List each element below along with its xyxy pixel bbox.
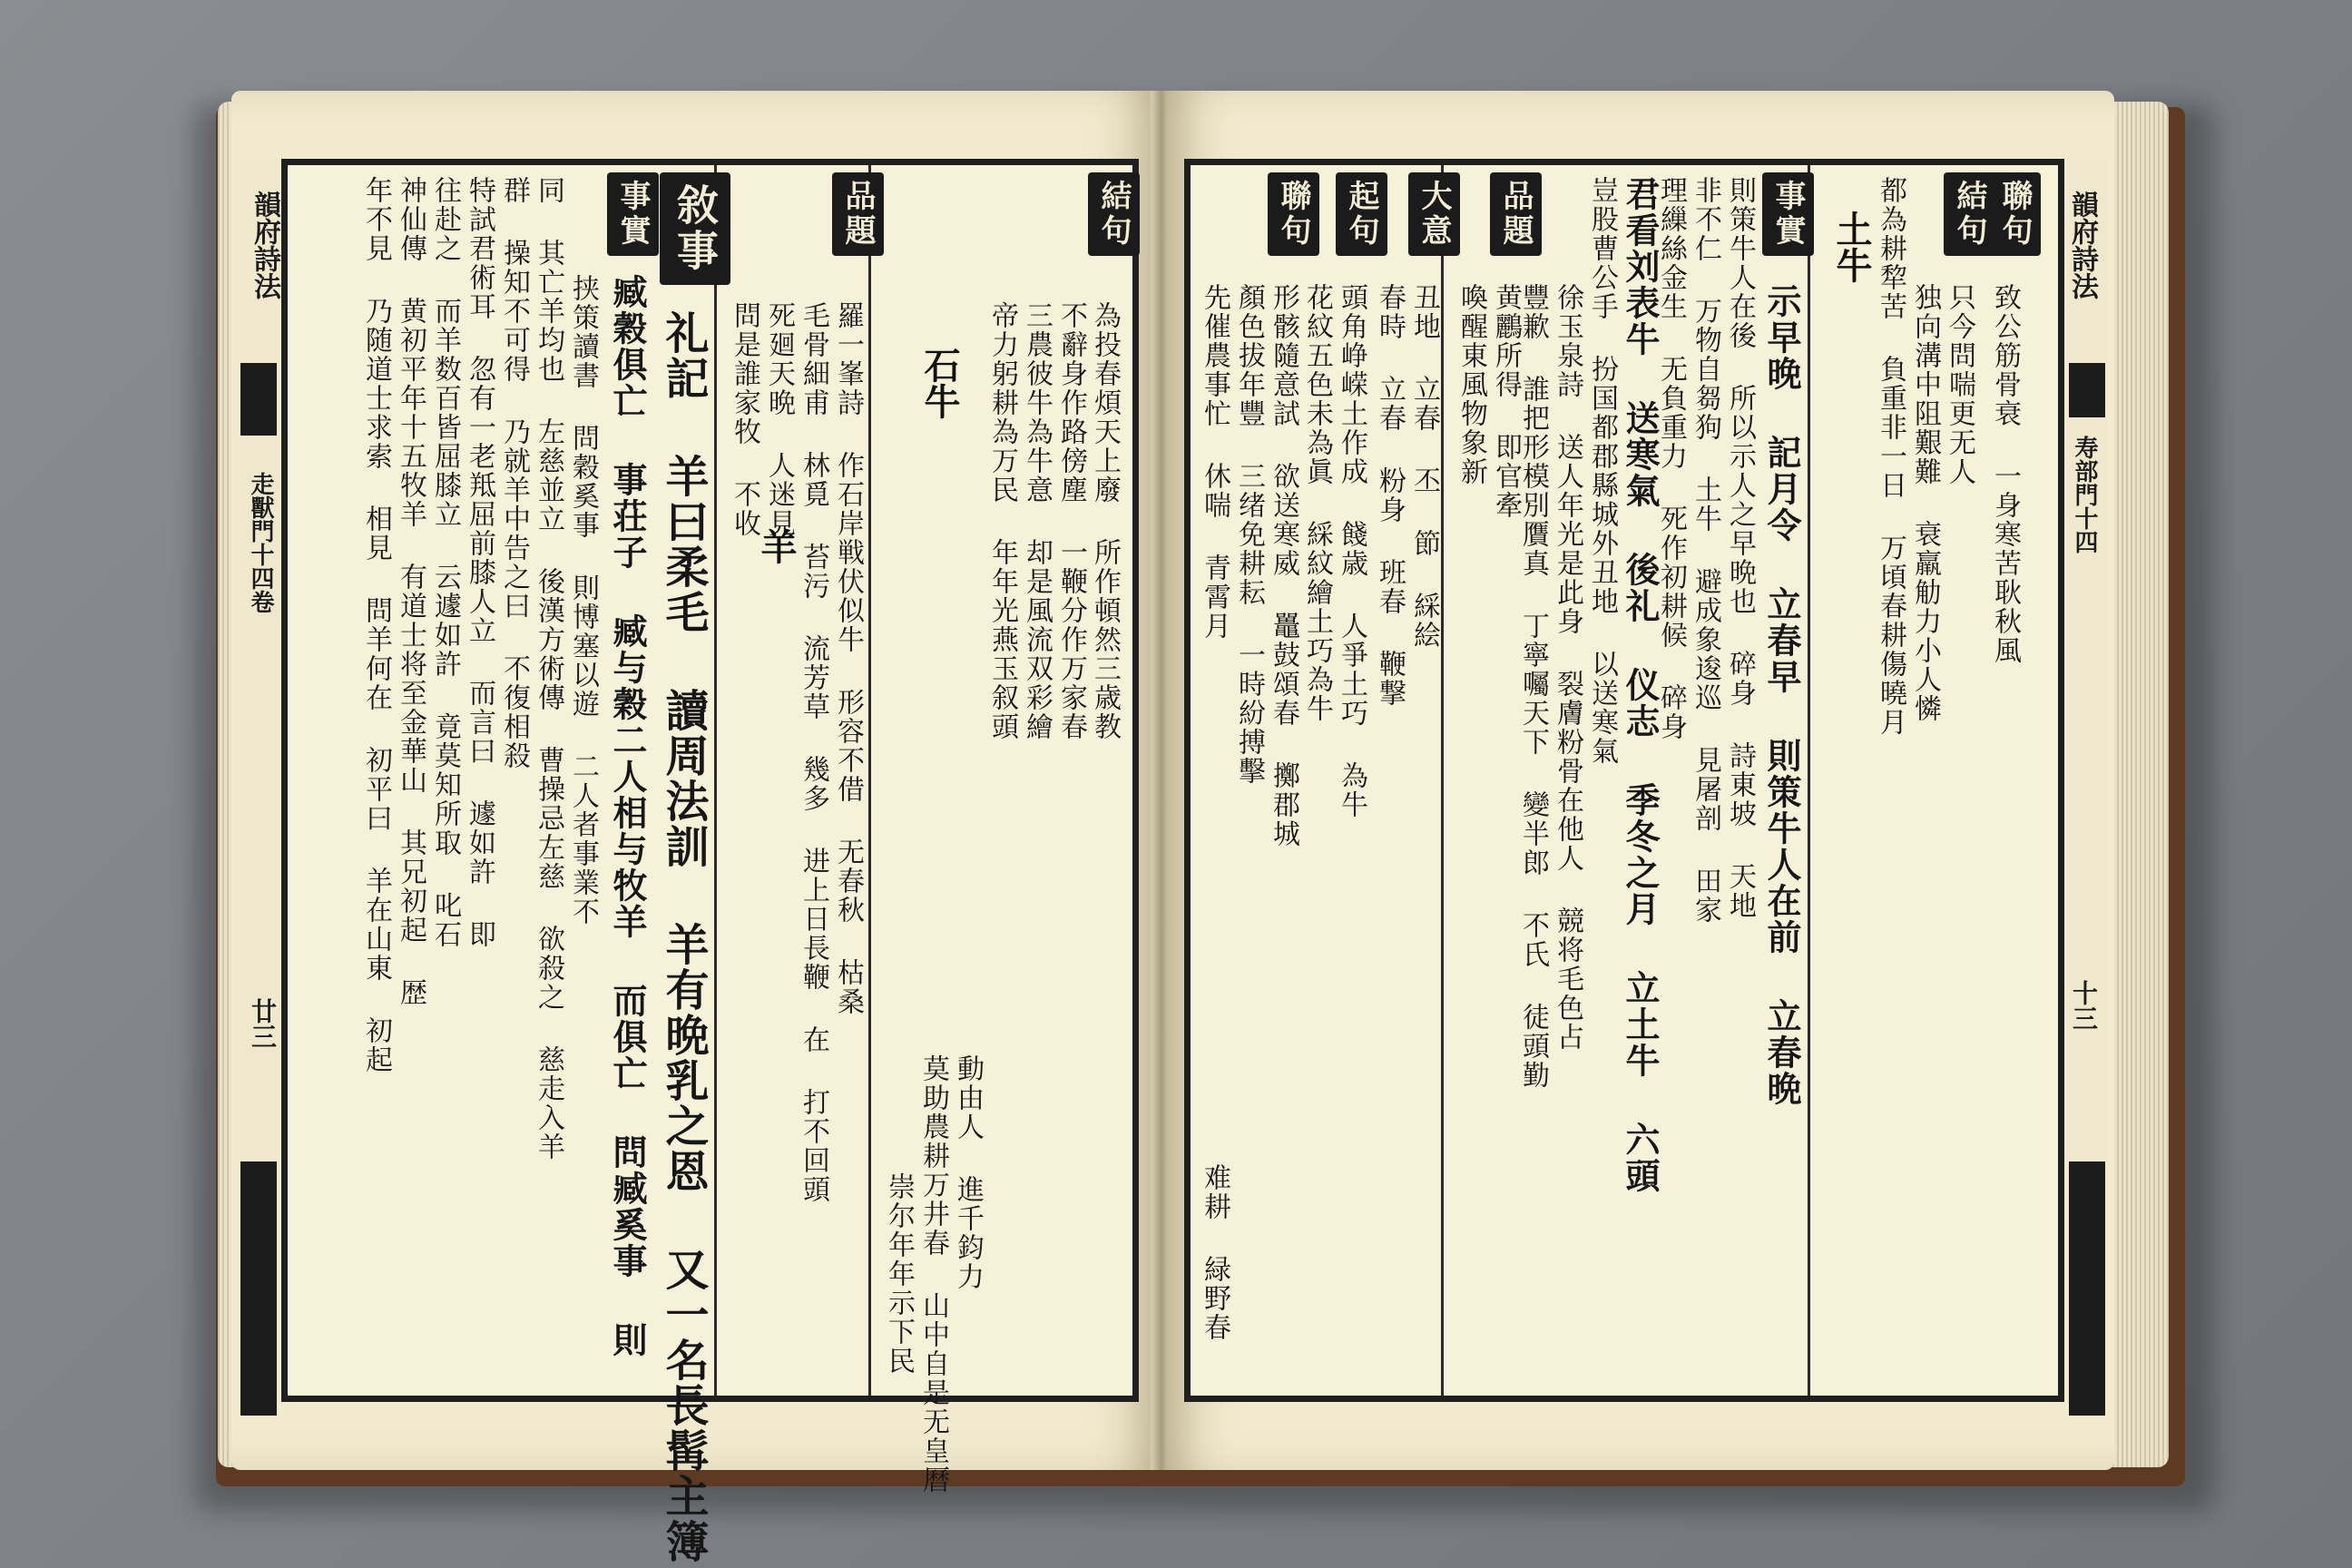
right-page-number: 十三: [2069, 980, 2099, 1031]
text-column: 莫助農耕万井春 山中自是无皇曆: [917, 1054, 949, 1494]
text-column: 难耕 緑野春: [1199, 1163, 1230, 1342]
left-margin-title: 韻府詩法: [249, 191, 280, 299]
text-column: 春時 立春 粉身 班春 鞭撃: [1374, 283, 1406, 708]
left-fishtail-top: [240, 363, 277, 436]
right-text-frame: [1184, 159, 2064, 1402]
heading-qiju-right: 起句: [1336, 172, 1387, 256]
text-column: 顏色拔年豐 三绪免耕耘 一時紛搏擊: [1233, 283, 1265, 786]
text-column: 非不仁 万物自芻狗 土牛 避成象逡巡 見屠剖 田家: [1690, 176, 1721, 925]
section-title-shiniu: 石牛: [918, 347, 961, 419]
heading-xushi-left: 敘事: [660, 172, 730, 285]
text-column: 不辭身作路傍塵 一鞭分作万家春: [1055, 301, 1087, 741]
column-rule: [1808, 165, 1810, 1396]
left-margin-subtitle: 走獸門十四卷: [247, 472, 274, 613]
text-column: 動由人 進千鈞力: [952, 1054, 984, 1291]
heading-shishi-left: 事實: [607, 172, 659, 256]
text-column: 示早晚 記月令 立春早 則策牛人在前 立春晩: [1761, 283, 1802, 1107]
heading-dayi-right: 大意: [1408, 172, 1460, 256]
text-column: 只今問喘更无人: [1944, 283, 1975, 486]
heading-pinti-right: 品題: [1490, 172, 1542, 256]
text-column: 挟策讀書 問穀奚事 則博塞以遊 二人者事業不: [567, 274, 599, 926]
text-column: 神仙傳 黄初平年十五牧羊 有道士将至金華山 其兄初起 歴: [395, 176, 426, 1007]
text-column: 豐歉 誰把形模別贋真 丁寧囑天下 變半郎 不氏 徒頭勤: [1517, 283, 1549, 1090]
text-column: 徐玉泉詩 送人年光是此身 裂膚粉骨在他人 競将毛色占: [1552, 283, 1583, 1052]
heading-lianju-right: 聯句: [1989, 172, 2041, 256]
text-column: 形骸隨意試 欲送寒威 鼉鼓頌春 擲郡城: [1268, 283, 1299, 848]
right-page: [1166, 91, 2114, 1470]
text-column: 往赴之 而羊数百皆屈膝立 云遽如許 竟莫知所取 叱石: [429, 176, 461, 949]
right-margin-subtitle: 寿部門十四: [2071, 436, 2098, 554]
text-column: 喚醒東風物象新: [1455, 283, 1487, 486]
text-column: 黄鸝所得 即官牽: [1490, 283, 1522, 520]
heading-jiju-right: 結句: [1944, 172, 1995, 256]
text-column: 理繅絲金生 无負重力 死作初耕候 碎身: [1655, 176, 1687, 741]
column-rule: [868, 165, 871, 1396]
text-column: 帝力躬耕為万民 年年光燕玉叙頭: [986, 301, 1018, 741]
column-rule: [714, 165, 717, 1396]
text-column: 頭角峥嵘土作成 餞歳 人爭土巧 為牛: [1336, 283, 1367, 819]
text-column: 問是誰家牧 不收: [729, 301, 760, 538]
left-text-frame: [281, 159, 1139, 1564]
heading-jiju-left: 結句: [1088, 172, 1140, 256]
text-column: 丑地 立春 丕 節 綵絵: [1408, 283, 1440, 650]
heading-shishi-right: 事實: [1762, 172, 1814, 256]
right-fishtail-bottom: [2069, 1161, 2105, 1416]
text-column: 年不見 乃随道士求索 相見 問羊何在 初平曰 羊在山東 初起: [360, 176, 392, 1074]
section-title-tuniu: 土牛: [1830, 211, 1873, 283]
text-column: 死廻天晩 人迷見: [763, 301, 795, 538]
text-column: 群 操知不可得 乃就羊中告之曰 不復相殺: [498, 176, 530, 770]
text-column: 礼記 羊曰柔毛 讀周法訓 羊有晩乳之恩 又一名長髯主簿: [658, 310, 709, 1564]
heading-lianju2-right: 聯句: [1268, 172, 1319, 256]
text-column: 花紋五色未為眞 綵紋繪土巧為牛: [1301, 283, 1333, 723]
text-column: 特試君術耳 忽有一老羝屈前膝人立 而言曰 遽如許 即: [464, 176, 495, 949]
left-page-number: 廿三: [248, 998, 278, 1049]
left-fishtail-bottom: [240, 1161, 277, 1416]
text-column: 先催農事忙 休喘 青霄月: [1199, 283, 1230, 641]
text-column: 崇尔年年示下民: [883, 1172, 915, 1376]
text-column: 三農彼牛為牛意 却是風流双彩繪: [1021, 301, 1053, 741]
left-page: [231, 91, 1157, 1564]
heading-pinti-left: 品題: [832, 172, 884, 256]
right-fishtail-top: [2069, 363, 2105, 417]
text-column: 毛骨細甫 林覓 苔污 流芳草 幾多 进上日長鞭 在 打不回頭: [798, 301, 829, 1204]
text-column: 致公筋骨衰 一身寒苦耿秋風: [1989, 283, 2021, 665]
text-column: 同 其亡羊均也 左慈並立 後漢方術傳 曹操忌左慈 欲殺之 慈走入羊: [533, 176, 564, 1161]
text-column: 臧穀俱亡 事荘子 臧与穀二人相与牧羊 而俱亡 問臧奚事 則: [607, 274, 648, 1358]
text-column: 羅一峯詩 作石岸戦伏似牛 形容不借 无春秋 枯桑: [832, 301, 864, 1016]
text-column: 君看刘表牛 送寒氣 後礼 仪志 季冬之月 立土牛 六頭: [1620, 176, 1661, 1194]
text-column: 為投春煩天上廢 所作頓然三歳教: [1089, 301, 1121, 741]
section-title-yang: 羊: [755, 528, 798, 564]
text-column: 則策牛人在後 所以示人之早晩也 碎身 詩東坡 天地: [1724, 176, 1756, 920]
text-column: 豈股曹公手 扮国都郡縣城外丑地 以送寒氣: [1586, 176, 1618, 766]
right-margin-title: 韻府詩法: [2066, 191, 2098, 299]
column-rule: [1441, 165, 1444, 1396]
text-column: 独向溝中阻艱難 衰羸觔力小人憐: [1909, 283, 1941, 723]
text-column: 都為耕犂苦 負重非一日 万頃春耕傷曉月: [1875, 176, 1906, 737]
